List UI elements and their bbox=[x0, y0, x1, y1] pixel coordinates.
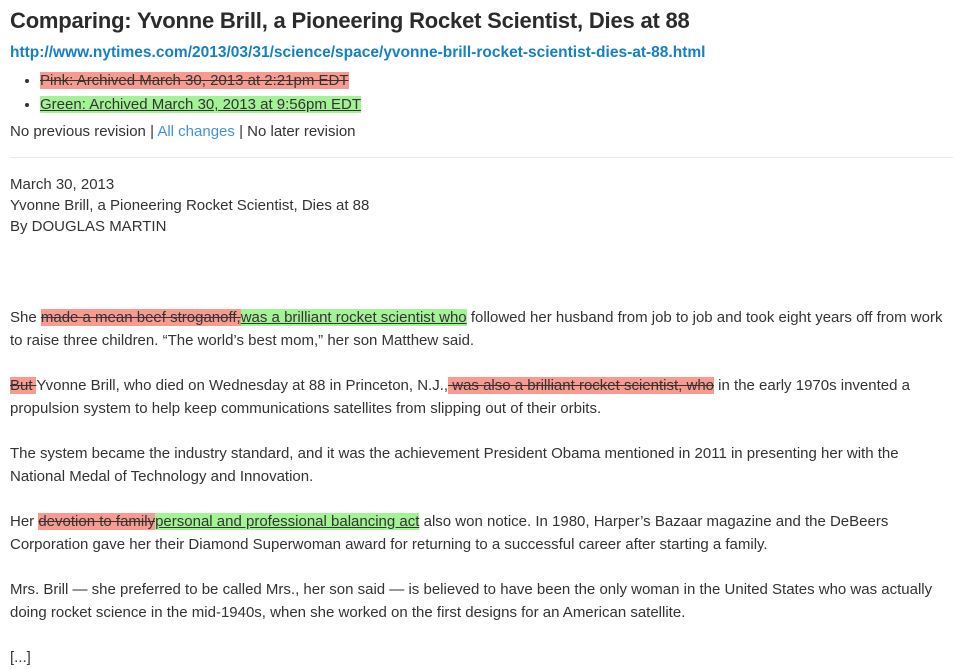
article-paragraph: Her devotion to familypersonal and professional balancing act also won notice. In 1980, Harper’s Bazaar magazine and the DeBeers Corporation gave her their Diamond Superwoman award for returning to a successful career after starting a family. bbox=[10, 513, 889, 553]
page-title: Comparing: Yvonne Brill, a Pioneering Rocket Scientist, Dies at 88 bbox=[10, 8, 690, 33]
nav-previous-revision-text: No previous revision bbox=[10, 123, 146, 140]
diff-deleted-text: But bbox=[10, 377, 37, 394]
nav-separator: | bbox=[239, 123, 243, 140]
revision-item-pink bbox=[40, 70, 953, 91]
revision-pink-label: Pink: Archived March 30, 2013 at 2:21pm EDT bbox=[40, 72, 349, 89]
meta-body-gap bbox=[10, 237, 953, 307]
nav-separator: | bbox=[150, 123, 154, 140]
revision-nav bbox=[10, 123, 953, 140]
nav-later-revision-text: No later revision bbox=[247, 123, 356, 140]
diff-deleted-text: devotion to family bbox=[38, 513, 156, 530]
article-meta bbox=[10, 174, 953, 237]
diff-deleted-text: was also a brilliant rocket scientist, who bbox=[448, 377, 715, 394]
revision-item-green bbox=[40, 94, 953, 115]
diff-inserted-text: personal and professional balancing act bbox=[155, 513, 420, 530]
diff-inserted-text: was a brilliant rocket scientist who bbox=[240, 309, 467, 326]
article-paragraph: She made a mean beef stroganoff,was a brilliant rocket scientist who followed her husband from job to job and took eight years off from work to raise three children. “The world’s best mom,” her son Matthew said. bbox=[10, 309, 943, 349]
article-body bbox=[10, 307, 953, 670]
article-paragraph: [...] bbox=[10, 649, 31, 666]
article-byline: By DOUGLAS MARTIN bbox=[10, 218, 167, 235]
article-paragraph: The system became the industry standard, and it was the achievement President Obama mentioned in 2011 in presenting her with the National Medal of Technology and Innovation. bbox=[10, 445, 899, 485]
header-divider bbox=[10, 157, 953, 158]
article-paragraph: But Yvonne Brill, who died on Wednesday at 88 in Princeton, N.J., was also a brilliant rocket scientist, who in the early 1970s invented a propulsion system to help keep communications satellites from slipping out of their orbits. bbox=[10, 377, 910, 417]
diff-deleted-text: made a mean beef stroganoff, bbox=[40, 309, 241, 326]
article-paragraph: Mrs. Brill — she preferred to be called Mrs., her son said — is believed to have been the only woman in the United States who was actually doing rocket science in the mid-1940s, when she worked on the first designs for an American satellite. bbox=[10, 581, 933, 621]
article-date: March 30, 2013 bbox=[10, 176, 115, 193]
article-url-link[interactable]: http://www.nytimes.com/2013/03/31/science/space/yvonne-brill-rocket-scientist-dies-at-88.html bbox=[10, 44, 706, 61]
article-headline: Yvonne Brill, a Pioneering Rocket Scientist, Dies at 88 bbox=[10, 197, 370, 214]
revision-green-label: Green: Archived March 30, 2013 at 9:56pm EDT bbox=[40, 96, 361, 113]
revision-list bbox=[10, 70, 953, 115]
nav-all-changes-link[interactable]: All changes bbox=[157, 123, 235, 140]
